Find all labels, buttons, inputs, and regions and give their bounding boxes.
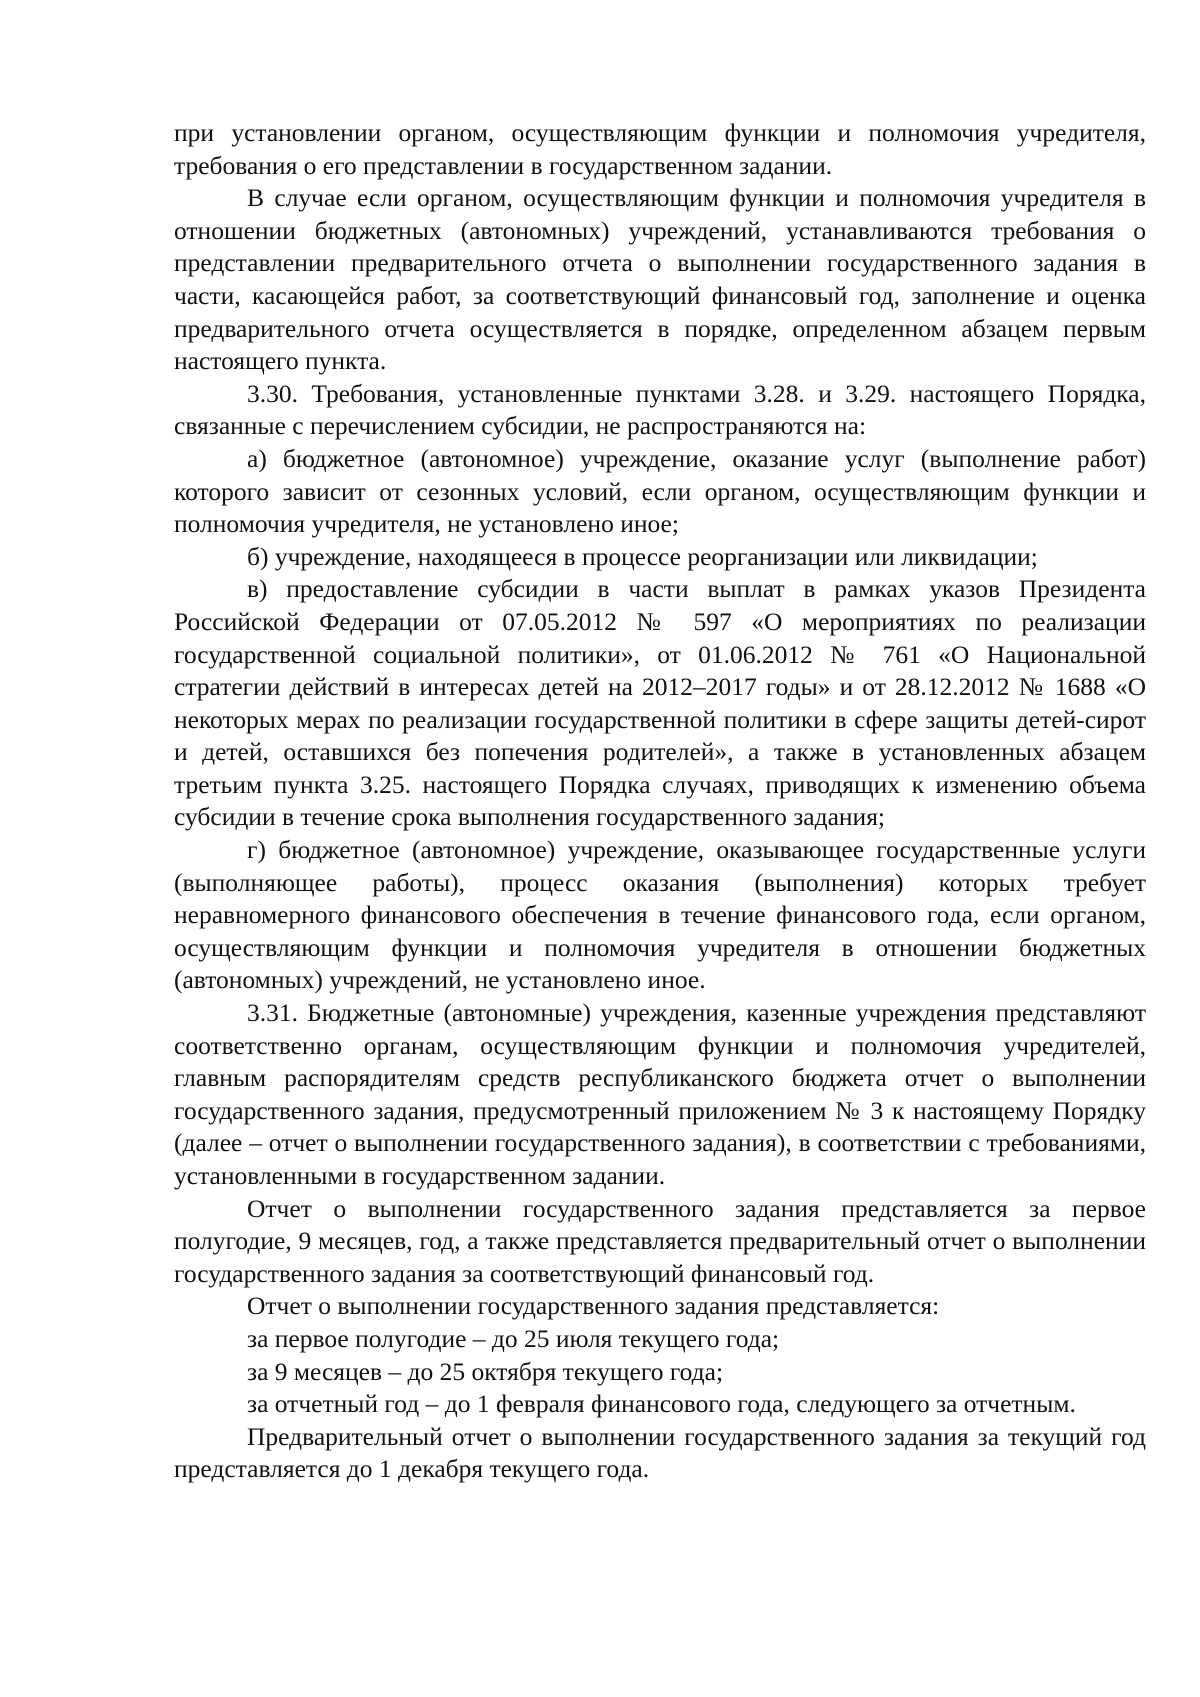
- paragraph-deadline-year: за отчетный год – до 1 февраля финансового года, следующего за отчетным.: [247, 1389, 1076, 1419]
- paragraph-item-v: в) предоставление субсидии в части выплат в рамках указов Президента Российской Федерации от 07.05.2012 № 597 «О мероприятиях по реализации государственной социальной политики», от 01.06.2012 № 761 «О Национальной стратегии действий в интересах детей на 2012–2017 годы» и от 28.12.2012 № 1688 «О некоторых мерах по реализации государственной политики в сфере защиты детей-сирот и детей, оставшихся без попечения родителей», а также в установленных абзацем третьим пункта 3.25. настоящего Порядка случаях, приводящих к изменению объема субсидии в течение срока выполнения государственного задания;: [174, 574, 1146, 832]
- paragraph-preliminary-report: Предварительный отчет о выполнении государственного задания за текущий год представляется до 1 декабря текущего года.: [174, 1421, 1146, 1484]
- paragraph-3-31: 3.31. Бюджетные (автономные) учреждения, казенные учреждения представляют соответственно органам, осуществляющим функции и полномочия учредителей, главным распорядителям средств республиканского бюджета отчет о выполнении государственного задания, предусмотренный приложением № 3 к настоящему Порядку (далее – отчет о выполнении государственного задания), в соответствии с требованиями, установленными в государственном задании.: [174, 998, 1146, 1190]
- paragraph-2: В случае если органом, осуществляющим функции и полномочия учредителя в отношении бюджетных (автономных) учреждений, устанавливаются требования о представлении предварительного отчета о выполнении государственного задания в части, касающейся работ, за соответствующий финансовый год, заполнение и оценка предварительного отчета осуществляется в порядке, определенном абзацем первым настоящего пункта.: [174, 183, 1146, 376]
- paragraph-report-submission: Отчет о выполнении государственного задания представляется:: [247, 1291, 940, 1321]
- document-body: [174, 117, 1146, 1486]
- paragraph-deadline-half-year: за первое полугодие – до 25 июля текущего года;: [247, 1323, 780, 1353]
- paragraph-3-30: 3.30. Требования, установленные пунктами 3.28. и 3.29. настоящего Порядка, связанные с перечислением субсидии, не распространяются на:: [174, 378, 1146, 441]
- paragraph-1: при установлении органом, осуществляющим функции и полномочия учредителя, требования о его представлении в государственном задании.: [174, 118, 1146, 180]
- paragraph-item-b: б) учреждение, находящееся в процессе реорганизации или ликвидации;: [247, 541, 1038, 571]
- paragraph-item-a: а) бюджетное (автономное) учреждение, оказание услуг (выполнение работ) которого зависит от сезонных условий, если органом, осуществляющим функции и полномочия учредителя, не установлено иное;: [174, 443, 1146, 539]
- paragraph-item-g: г) бюджетное (автономное) учреждение, оказывающее государственные услуги (выполняющее работы), процесс оказания (выполнения) которых требует неравномерного финансового обеспечения в течение финансового года, если органом, осуществляющим функции и полномочия учредителя в отношении бюджетных (автономных) учреждений, не установлено иное.: [174, 835, 1146, 995]
- paragraph-deadline-9-months: за 9 месяцев – до 25 октября текущего года;: [247, 1356, 724, 1386]
- paragraph-report-periods: Отчет о выполнении государственного задания представляется за первое полугодие, 9 месяцев, год, а также представляется предварительный отчет о выполнении государственного задания за соответствующий финансовый год.: [174, 1193, 1146, 1288]
